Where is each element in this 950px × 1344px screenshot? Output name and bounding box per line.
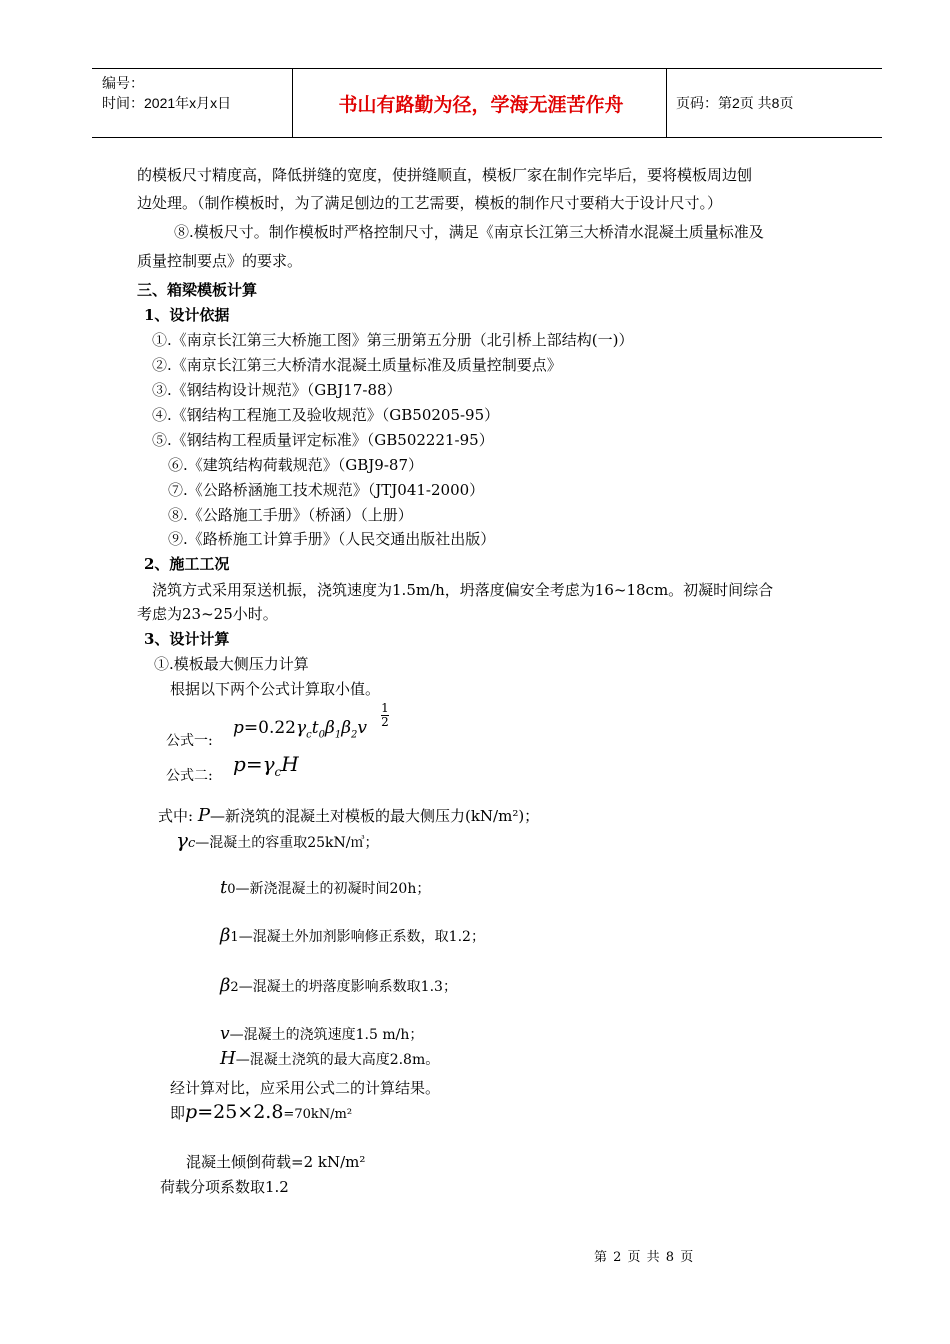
result-line bbox=[170, 1102, 352, 1125]
reference-item: ③.《钢结构设计规范》（GBJ17-88） bbox=[152, 381, 402, 399]
symbol-v: v bbox=[220, 1024, 230, 1044]
paragraph-line: 边处理。（制作模板时，为了满足刨边的工艺需要，模板的制作尺寸要稍大于设计尺寸。） bbox=[137, 194, 723, 212]
conclusion: 经计算对比，应采用公式二的计算结果。 bbox=[170, 1079, 441, 1097]
definition-text: —混凝土外加剂影响修正系数，取1.2； bbox=[238, 929, 485, 945]
symbol-t0: t bbox=[220, 877, 228, 898]
paragraph-line: 质量控制要点》的要求。 bbox=[137, 252, 303, 270]
definition-text: —混凝土的浇筑速度1.5 m/h； bbox=[229, 1027, 424, 1043]
reference-item: ④.《钢结构工程施工及验收规范》（GB50205-95） bbox=[152, 406, 500, 424]
reference-item: ②.《南京长江第三大桥清水混凝土质量标准及质量控制要点》 bbox=[152, 356, 562, 374]
symbol-H: H bbox=[220, 1048, 236, 1069]
header-page-label: 页码：第2页 共8页 bbox=[676, 95, 794, 111]
definition-p bbox=[158, 806, 539, 826]
definition-text: —混凝土的容重取25kN/㎥； bbox=[195, 835, 379, 851]
calc-title: ①.模板最大侧压力计算 bbox=[154, 655, 309, 673]
reference-item: ⑧.《公路施工手册》（桥涵）（上册） bbox=[168, 506, 413, 524]
definition-gamma: γc—混凝土的容重取25kN/㎥； bbox=[176, 828, 379, 852]
page-footer: 第 2 页 共 8 页 bbox=[594, 1250, 695, 1265]
definition-t0: t0—新浇混凝土的初凝时间20h； bbox=[220, 877, 431, 898]
page-header bbox=[92, 68, 882, 138]
exponent-fraction: 1 2 bbox=[381, 701, 389, 729]
symbol-gamma: γ bbox=[176, 828, 188, 852]
where-label: 式中: bbox=[158, 807, 194, 825]
section-heading: 三、箱梁模板计算 bbox=[137, 281, 258, 299]
result-formula: p=25×2.8 bbox=[185, 1101, 284, 1123]
symbol-beta1: β bbox=[220, 925, 231, 946]
reference-item: ⑦.《公路桥涵施工技术规范》（JTJ041-2000） bbox=[168, 481, 485, 499]
reference-item: ①.《南京长江第三大桥施工图》第三册第五分册（北引桥上部结构(一)） bbox=[152, 331, 634, 349]
definition-text: —新浇筑的混凝土对模板的最大侧压力(kN/m²)； bbox=[209, 807, 540, 825]
paragraph-line: 考虑为23~25小时。 bbox=[137, 605, 278, 623]
dump-load: 混凝土倾倒荷载=2 kN/m² bbox=[186, 1153, 366, 1171]
paragraph-line: 浇筑方式采用泵送机振，浇筑速度为1.5m/h，坍落度偏安全考虑为16~18cm。初凝时间综合 bbox=[152, 581, 774, 599]
doc-time-label: 时间：2021年x月x日 bbox=[102, 95, 232, 111]
definition-beta2: β2—混凝土的坍落度影响系数取1.3； bbox=[220, 975, 457, 996]
definition-v bbox=[220, 1024, 423, 1045]
formula-label: 公式一: bbox=[166, 733, 213, 749]
reference-item: ⑨.《路桥施工计算手册》（人民交通出版社出版） bbox=[168, 530, 496, 548]
formula-one: $p=0.22\gamma_ct_0\beta_1\beta_2v$ bbox=[233, 718, 368, 741]
paragraph-line: ⑧.模板尺寸。制作模板时严格控制尺寸，满足《南京长江第三大桥清水混凝土质量标准及 bbox=[174, 223, 764, 241]
result-prefix: 即 bbox=[170, 1104, 186, 1122]
calc-intro: 根据以下两个公式计算取小值。 bbox=[170, 680, 381, 698]
formula-two: $p=\gamma_cH$ bbox=[233, 752, 299, 779]
header-meta bbox=[102, 73, 231, 113]
reference-item: ⑤.《钢结构工程质量评定标准》（GB502221-95） bbox=[152, 431, 494, 449]
symbol-beta2: β bbox=[220, 975, 231, 996]
subsection-heading: 2、施工工况 bbox=[144, 555, 230, 573]
header-divider bbox=[292, 69, 293, 137]
load-factor: 荷载分项系数取1.2 bbox=[160, 1178, 289, 1196]
definition-text: —混凝土的坍落度影响系数取1.3； bbox=[238, 979, 457, 995]
subsection-heading: 3、设计计算 bbox=[144, 630, 230, 648]
formula-label: 公式二: bbox=[166, 768, 213, 784]
subsection-heading: 1、设计依据 bbox=[144, 306, 230, 324]
definition-text: —新浇混凝土的初凝时间20h； bbox=[235, 881, 431, 897]
reference-item: ⑥.《建筑结构荷载规范》（GBJ9-87） bbox=[168, 456, 423, 474]
paragraph-line: 的模板尺寸精度高，降低拼缝的宽度，使拼缝顺直，模板厂家在制作完毕后，要将模板周边刨 bbox=[137, 166, 753, 184]
definition-beta1: β1—混凝土外加剂影响修正系数，取1.2； bbox=[220, 925, 485, 946]
definition-H bbox=[220, 1049, 439, 1070]
doc-number-label: 编号： bbox=[102, 75, 144, 91]
result-value: =70kN/m² bbox=[283, 1107, 353, 1122]
definition-text: —混凝土浇筑的最大高度2.8m。 bbox=[235, 1052, 440, 1068]
header-motto: 书山有路勤为径，学海无涯苦作舟 bbox=[338, 93, 624, 116]
symbol-p: P bbox=[197, 805, 210, 826]
